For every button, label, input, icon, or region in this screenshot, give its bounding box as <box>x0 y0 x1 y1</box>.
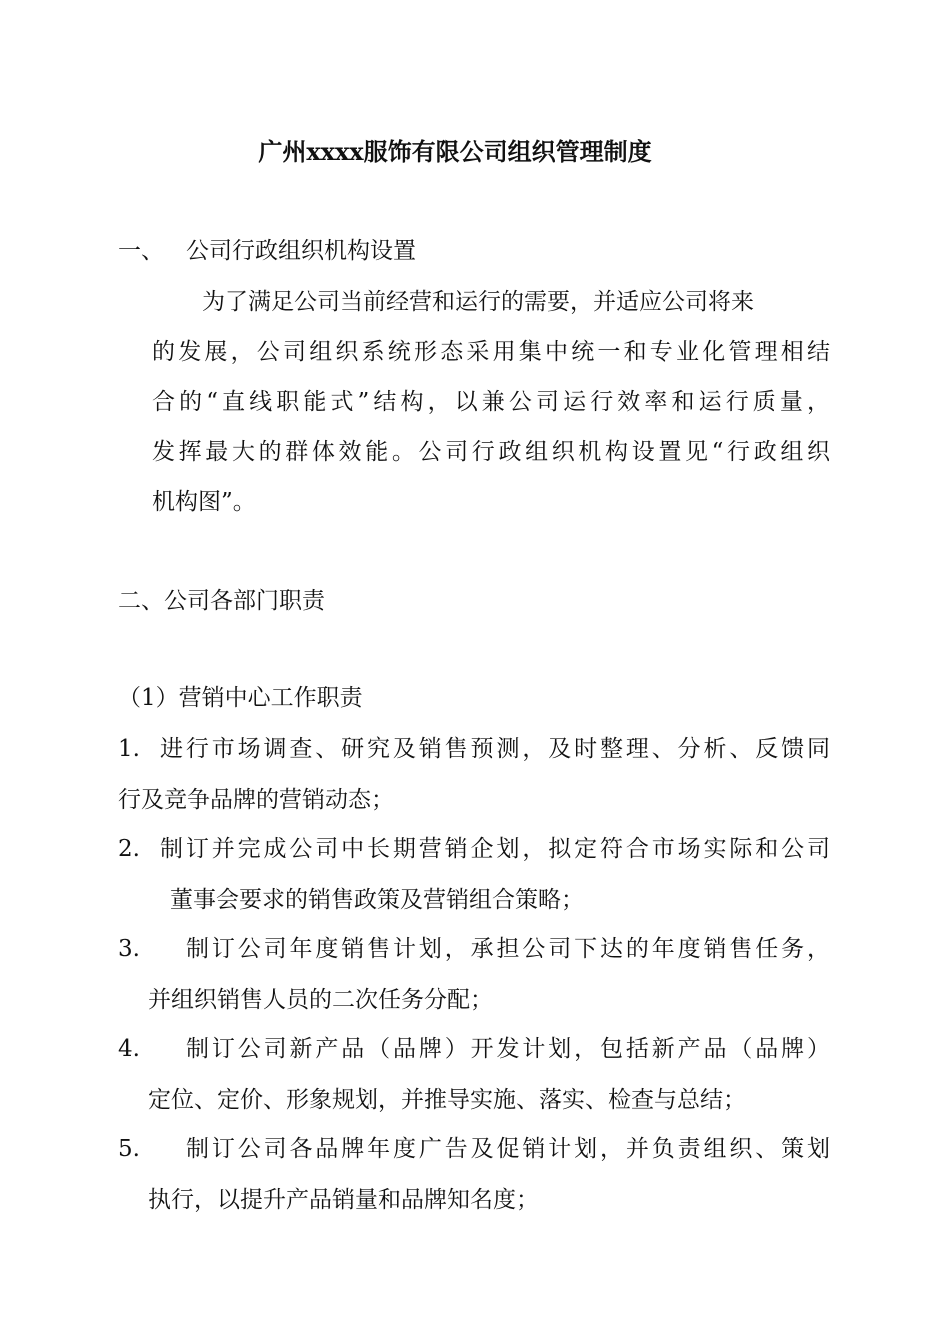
section-1-number: 一、 <box>118 238 164 264</box>
list-item-number: 2. <box>118 836 140 862</box>
list-item-number: 4. <box>118 1036 140 1062</box>
section-2-heading: 二、公司各部门职责 <box>118 588 325 614</box>
list-item-number: 5. <box>118 1136 140 1162</box>
list-item-text: 董事会要求的销售政策及营销组合策略； <box>170 887 584 913</box>
section-1-heading: 公司行政组织机构设置 <box>186 238 416 264</box>
section-1-paragraph-line: 为了满足公司当前经营和运行的需要，并适应公司将来 <box>202 289 754 315</box>
list-item-number: 3. <box>118 936 140 962</box>
section-1-paragraph-line: 发挥最大的群体效能。公司行政组织机构设置见“行政组织 <box>152 439 830 465</box>
list-item-text: 行及竞争品牌的营销动态； <box>118 787 394 813</box>
list-item-text: 制订公司各品牌年度广告及促销计划，并负责组织、策划 <box>186 1136 830 1162</box>
list-item-text: 定位、定价、形象规划，并推导实施、落实、检查与总结； <box>148 1087 746 1113</box>
section-1-paragraph-line: 机构图”。 <box>152 489 256 515</box>
section-1-paragraph-line: 合的“直线职能式”结构，以兼公司运行效率和运行质量， <box>152 389 830 415</box>
section-1-paragraph-line: 的发展，公司组织系统形态采用集中统一和专业化管理相结 <box>152 339 830 365</box>
list-item-text: 并组织销售人员的二次任务分配； <box>148 987 493 1013</box>
list-item-number: 1. <box>118 736 140 762</box>
section-2-subheading: （1）营销中心工作职责 <box>118 685 363 711</box>
document-title: 广州xxxx服饰有限公司组织管理制度 <box>258 137 652 166</box>
list-item-text: 制订并完成公司中长期营销企划，拟定符合市场实际和公司 <box>160 836 830 862</box>
list-item-text: 执行，以提升产品销量和品牌知名度； <box>148 1187 539 1213</box>
list-item-text: 进行市场调查、研究及销售预测，及时整理、分析、反馈同 <box>160 736 830 762</box>
list-item-text: 制订公司新产品（品牌）开发计划，包括新产品（品牌） <box>186 1036 830 1062</box>
list-item-text: 制订公司年度销售计划，承担公司下达的年度销售任务， <box>186 936 830 962</box>
